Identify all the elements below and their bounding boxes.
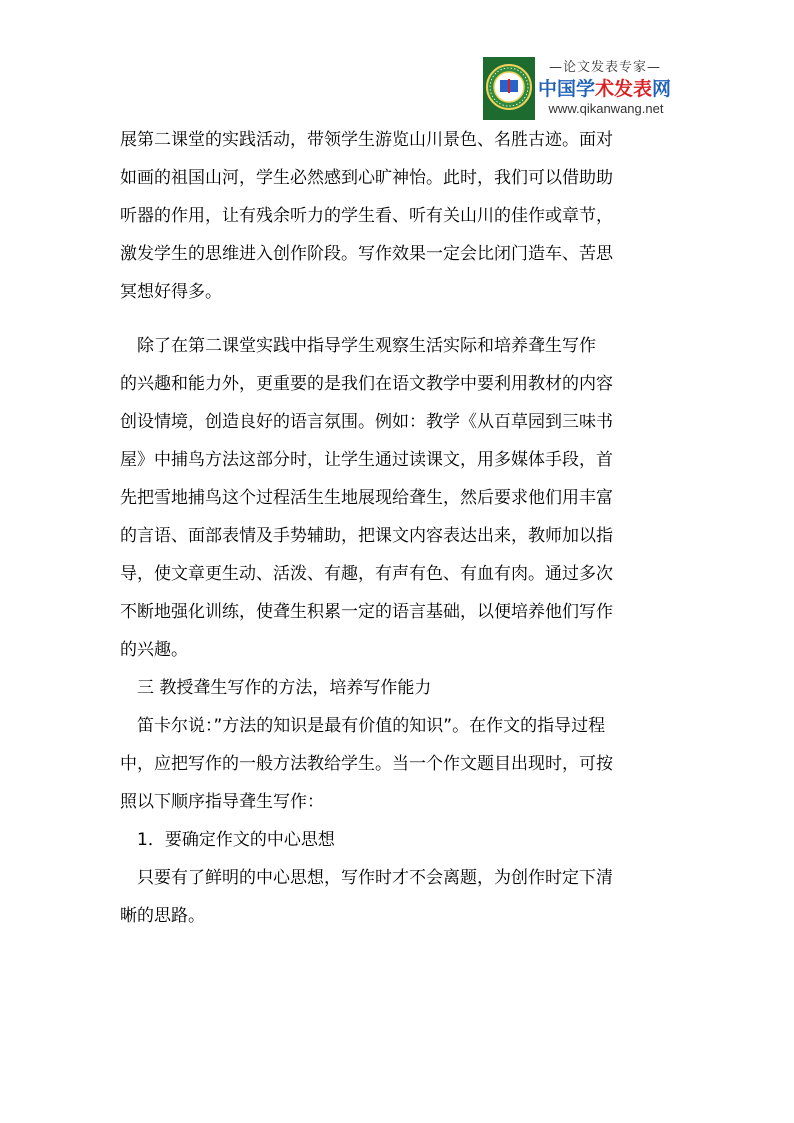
logo-site-name xyxy=(538,78,672,100)
text-line: 中，应把写作的一般方法教给学生。当一个作文题目出现时，可按 xyxy=(120,754,613,774)
text-line: 的言语、面部表情及手势辅助，把课文内容表达出来，教师加以指 xyxy=(120,526,613,546)
text-line: 先把雪地捕鸟这个过程活生生地展现给聋生，然后要求他们用丰富 xyxy=(120,488,613,508)
text-line: 导，使文章更生动、活泼、有趣，有声有色、有血有肉。通过多次 xyxy=(120,564,613,584)
text-line: 笛卡尔说：”方法的知识是最有价值的知识”。在作文的指导过程 xyxy=(120,716,606,736)
text-line: 如画的祖国山河，学生必然感到心旷神怡。此时，我们可以借助助 xyxy=(120,168,613,188)
seal-emblem xyxy=(483,57,535,120)
text-line: 只要有了鲜明的中心思想，写作时才不会离题，为创作时定下清 xyxy=(120,868,613,888)
text-line: 听器的作用，让有残余听力的学生看、听有关山川的佳作或章节， xyxy=(120,206,613,226)
text-line: 创设情境，创造良好的语言氛围。例如：教学《从百草园到三味书 xyxy=(120,412,613,432)
site-logo xyxy=(483,57,673,120)
text-line: 不断地强化训练，使聋生积累一定的语言基础，以便培养他们写作 xyxy=(120,602,613,622)
paragraph-gap xyxy=(120,311,680,327)
text-line: 的兴趣。 xyxy=(120,640,188,660)
logo-name-part2: 术发表 xyxy=(595,78,653,100)
text-line: 屋》中捕鸟方法这部分时，让学生通过读课文，用多媒体手段，首 xyxy=(120,450,613,470)
subsection-heading: 1．要确定作文的中心思想 xyxy=(120,830,335,850)
logo-name-part3: 网 xyxy=(652,78,672,100)
logo-url: www.qikanwang.net xyxy=(548,101,664,116)
seal-icon xyxy=(483,57,535,120)
logo-name-part1: 中国学 xyxy=(538,78,596,100)
text-line: 照以下顺序指导聋生写作： xyxy=(120,792,324,812)
text-line: 除了在第二课堂实践中指导学生观察生活实际和培养聋生写作 xyxy=(120,336,596,356)
text-line: 晰的思路。 xyxy=(120,906,205,926)
logo-tagline: —论文发表专家— xyxy=(548,60,661,75)
text-line: 激发学生的思维进入创作阶段。写作效果一定会比闭门造车、苦思 xyxy=(120,244,613,264)
text-line: 展第二课堂的实践活动，带领学生游览山川景色、名胜古迹。面对 xyxy=(120,130,613,150)
text-line: 的兴趣和能力外，更重要的是我们在语文教学中要利用教材的内容 xyxy=(120,374,613,394)
section-heading: 三 教授聋生写作的方法，培养写作能力 xyxy=(120,678,432,698)
document-body xyxy=(120,121,680,935)
text-line: 冥想好得多。 xyxy=(120,282,222,302)
